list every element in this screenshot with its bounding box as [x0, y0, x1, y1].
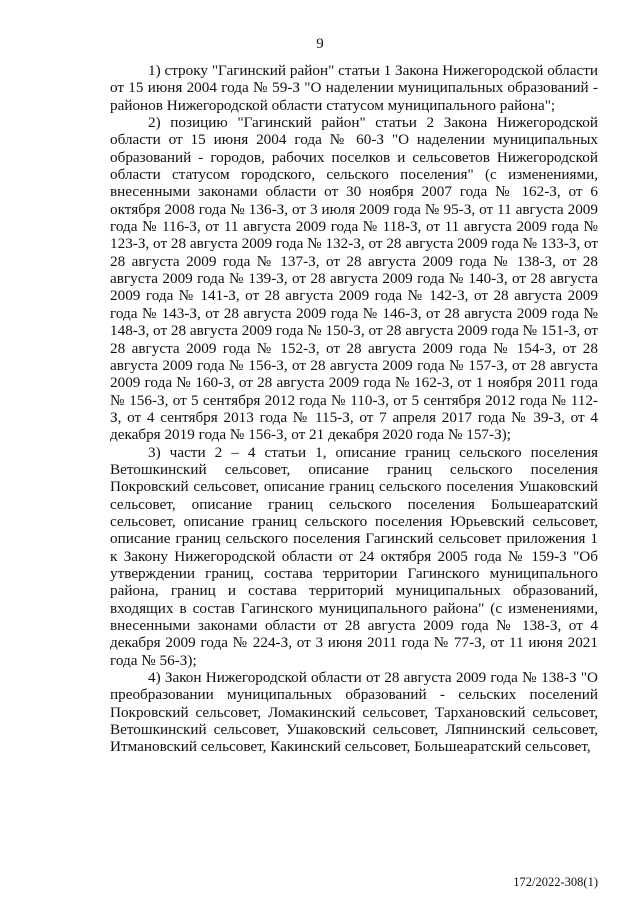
document-code: 172/2022-308(1) — [513, 875, 598, 889]
paragraph-item-3: 3) части 2 – 4 статьи 1, описание границ сельского поселения Ветошкинский сельсовет, описание границ сельского поселения Покровский сельсовет, описание границ сельского поселения Ушаковский сельсовет, описание границ сельского поселения Большеаратский сельсовет, описание границ сельского поселения Юрьевский сельсовет, описание границ сельского поселения Гагинский сельсовет приложения 1 к Закону Нижегородской области от 24 октября 2005 года № 159-З "Об утверждении границ, состава территории Гагинского муниципального района, границ и состава территорий муниципальных образований, входящих в состав Гагинского муниципального района" (с изменениями, внесенными законами области от 28 августа 2009 года № 138-З, от 4 декабря 2009 года № 224-З, от 3 июня 2011 года № 77-З, от 11 июня 2021 года № 56-З); — [110, 443, 598, 669]
document-body — [110, 62, 598, 756]
paragraph-item-2: 2) позицию "Гагинский район" статьи 2 Закона Нижегородской области от 15 июня 2004 года № 60-З "О наделении муниципальных образований - городов, рабочих поселков и сельсоветов Нижегородской области статусом городского, сельского поселения" (с изменениями, внесенными законами области от 30 ноября 2007 года № 162-З, от 6 октября 2008 года № 136-З, от 3 июля 2009 года № 95-З, от 11 августа 2009 года № 116-З, от 11 августа 2009 года № 118-З, от 11 августа 2009 года № 123-З, от 28 августа 2009 года № 132-З, от 28 августа 2009 года № 133-З, от 28 августа 2009 года № 137-З, от 28 августа 2009 года № 138-З, от 28 августа 2009 года № 139-З, от 28 августа 2009 года № 140-З, от 28 августа 2009 года № 141-З, от 28 августа 2009 года № 142-З, от 28 августа 2009 года № 143-З, от 28 августа 2009 года № 146-З, от 28 августа 2009 года № 148-З, от 28 августа 2009 года № 150-З, от 28 августа 2009 года № 151-З, от 28 августа 2009 года № 152-З, от 28 августа 2009 года № 154-З, от 28 августа 2009 года № 156-З, от 28 августа 2009 года № 157-З, от 28 августа 2009 года № 160-З, от 28 августа 2009 года № 162-З, от 1 ноября 2011 года № 156-З, от 5 сентября 2012 года № 110-З, от 5 сентября 2012 года № 112-З, от 4 сентября 2013 года № 115-З, от 7 апреля 2017 года № 39-З, от 4 декабря 2019 года № 156-З, от 21 декабря 2020 года № 157-З); — [110, 114, 598, 444]
paragraph-item-4: 4) Закон Нижегородской области от 28 августа 2009 года № 138-З "О преобразовании муниципальных образований - сельских поселений Покровский сельсовет, Ломакинский сельсовет, Тархановский сельсовет, Ветошкинский сельсовет, Ушаковский сельсовет, Ляпнинский сельсовет, Итмановский сельсовет, Какинский сельсовет, Большеаратский сельсовет, — [110, 669, 598, 756]
paragraph-item-1: 1) строку "Гагинский район" статьи 1 Закона Нижегородской области от 15 июня 2004 года № 59-З "О наделении муниципальных образований - районов Нижегородской области статусом муниципального района"; — [110, 62, 598, 114]
page-number: 9 — [316, 36, 324, 52]
